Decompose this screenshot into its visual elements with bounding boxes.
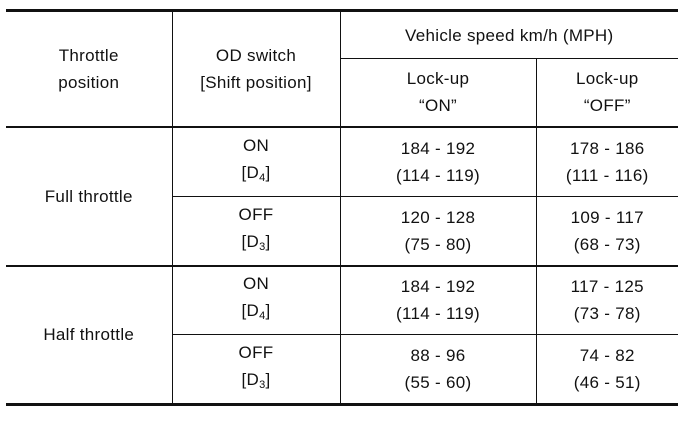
lockup-on-speed: 184 - 192 (114 - 119) [340,127,536,197]
header-lockup-off: Lock-up “OFF” [536,59,678,127]
od-switch-cell: ON $[D_4]$ [172,266,340,335]
header-throttle-position: Throttle position [6,11,172,127]
od-switch-cell: OFF $[D_3]$ [172,197,340,266]
lockup-off-speed: 178 - 186 (111 - 116) [536,127,678,197]
lockup-off-speed: 109 - 117 (68 - 73) [536,197,678,266]
lockup-off-speed: 117 - 125 (73 - 78) [536,266,678,335]
lockup-off-speed: 74 - 82 (46 - 51) [536,335,678,405]
throttle-label-full: Full throttle [6,127,172,266]
header-lockup-on: Lock-up “ON” [340,59,536,127]
lockup-on-speed: 120 - 128 (75 - 80) [340,197,536,266]
lockup-on-speed: 184 - 192 (114 - 119) [340,266,536,335]
lockup-on-speed: 88 - 96 (55 - 60) [340,335,536,405]
shift-speed-table [6,9,678,406]
od-switch-cell: OFF $[D_3]$ [172,335,340,405]
header-od-switch: OD switch [Shift position] [172,11,340,127]
header-vehicle-speed: Vehicle speed km/h (MPH) [340,11,678,59]
table-row [6,127,678,197]
table-row [6,266,678,335]
throttle-label-half: Half throttle [43,325,135,345]
od-switch-cell: ON $[D_4]$ [172,127,340,197]
